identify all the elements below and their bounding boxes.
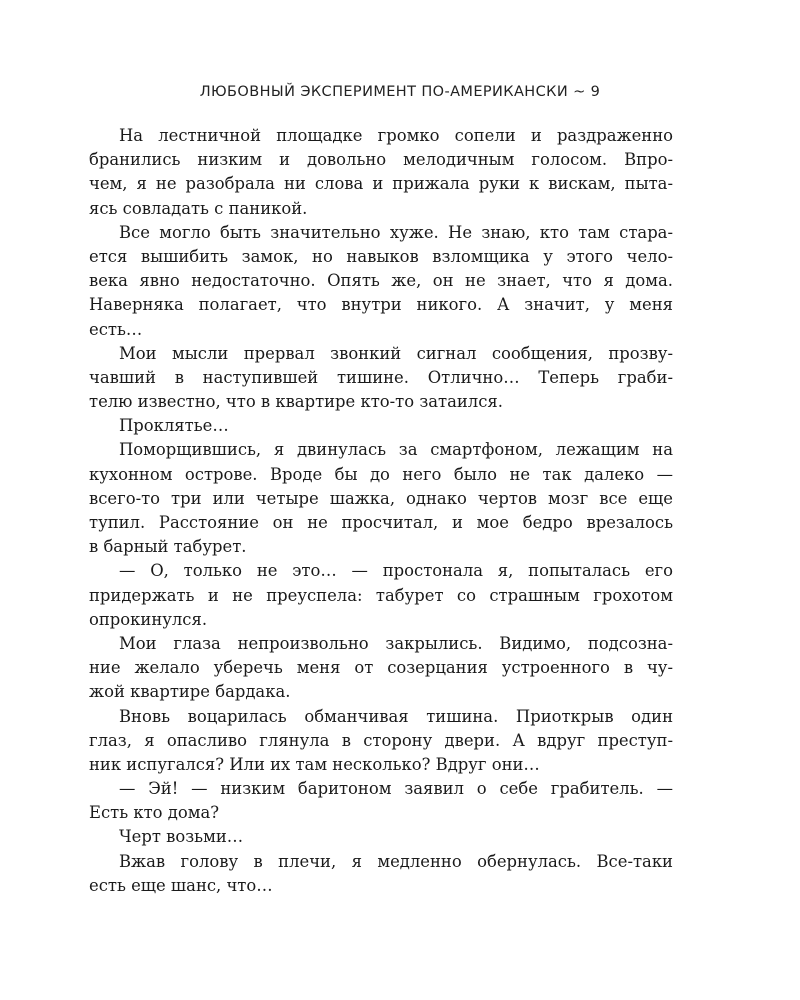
- text-line: Черт возьми…: [119, 827, 244, 847]
- paragraph: [89, 342, 673, 415]
- running-head: ЛЮБОВНЫЙ ЭКСПЕРИМЕНТ ПО-АМЕРИКАНСКИ ~ 9: [199, 84, 601, 100]
- text-line: чем, я не разобрала ни слова и прижала руки к вискам, пыта-: [89, 174, 673, 194]
- text-line: ется вышибить замок, но навыков взломщика у этого чело-: [89, 246, 673, 266]
- text-line: Все могло быть значительно хуже. Не знаю, кто там стара-: [119, 222, 673, 242]
- text-line: есть…: [89, 319, 143, 339]
- text-line: кухонном острове. Вроде бы до него было не так далеко —: [89, 464, 673, 484]
- text-line: придержать и не преуспела: табурет со страшным грохотом: [89, 585, 673, 605]
- text-line: Мои мысли прервал звонкий сигнал сообщения, прозву-: [119, 343, 673, 363]
- text-line: глаз, я опасливо глянула в сторону двери. А вдруг преступ-: [89, 730, 673, 750]
- text-line: чавший в наступившей тишине. Отлично… Теперь граби-: [89, 367, 673, 387]
- text-line: ник испугался? Или их там несколько? Вдруг они…: [89, 754, 540, 774]
- text-line: — О, только не это… — простонала я, попыталась его: [119, 561, 673, 581]
- text-line: телю известно, что в квартире кто-то затаился.: [89, 392, 503, 412]
- text-line: Вжав голову в плечи, я медленно обернулась. Все-таки: [119, 851, 673, 871]
- paragraph: [89, 777, 673, 825]
- text-line: тупил. Расстояние он не просчитал, и мое бедро врезалось: [89, 513, 673, 532]
- text-line: Проклятье…: [119, 416, 229, 436]
- text-line: жой квартире бардака.: [89, 682, 291, 702]
- text-line: ясь совладать с паникой.: [89, 198, 308, 218]
- text-line: Поморщившись, я двинулась за смартфоном, лежащим на: [119, 440, 673, 460]
- paragraph: [89, 850, 673, 898]
- text-line: ние желало уберечь меня от созерцания устроенного в чу-: [89, 658, 673, 678]
- paragraph: [89, 632, 673, 705]
- text-line: есть еще шанс, что…: [89, 875, 273, 895]
- text-line: бранились низким и довольно мелодичным голосом. Впро-: [89, 150, 673, 170]
- text-line: На лестничной площадке громко сопели и раздраженно: [119, 126, 673, 145]
- text-line: всего-то три или четыре шажка, однако чертов мозг все еще: [89, 488, 673, 508]
- paragraph: [89, 414, 673, 438]
- paragraph: [89, 124, 673, 221]
- paragraph: [89, 221, 673, 342]
- paragraph: [89, 559, 673, 632]
- text-line: Вновь воцарилась обманчивая тишина. Приоткрыв один: [119, 706, 673, 726]
- text-line: Наверняка полагает, что внутри никого. А значит, у меня: [89, 295, 673, 315]
- paragraph: [89, 825, 673, 849]
- text-line: — Эй! — низким баритоном заявил о себе грабитель. —: [119, 779, 673, 799]
- paragraph: [89, 705, 673, 778]
- text-line: века явно недостаточно. Опять же, он не знает, что я дома.: [89, 271, 673, 291]
- body-text: [89, 124, 673, 898]
- text-line: опрокинулся.: [89, 609, 208, 629]
- text-line: Мои глаза непроизвольно закрылись. Видимо, подсозна-: [119, 633, 673, 653]
- text-line: в барный табурет.: [89, 537, 247, 557]
- text-line: Есть кто дома?: [89, 803, 220, 823]
- paragraph: [89, 438, 673, 559]
